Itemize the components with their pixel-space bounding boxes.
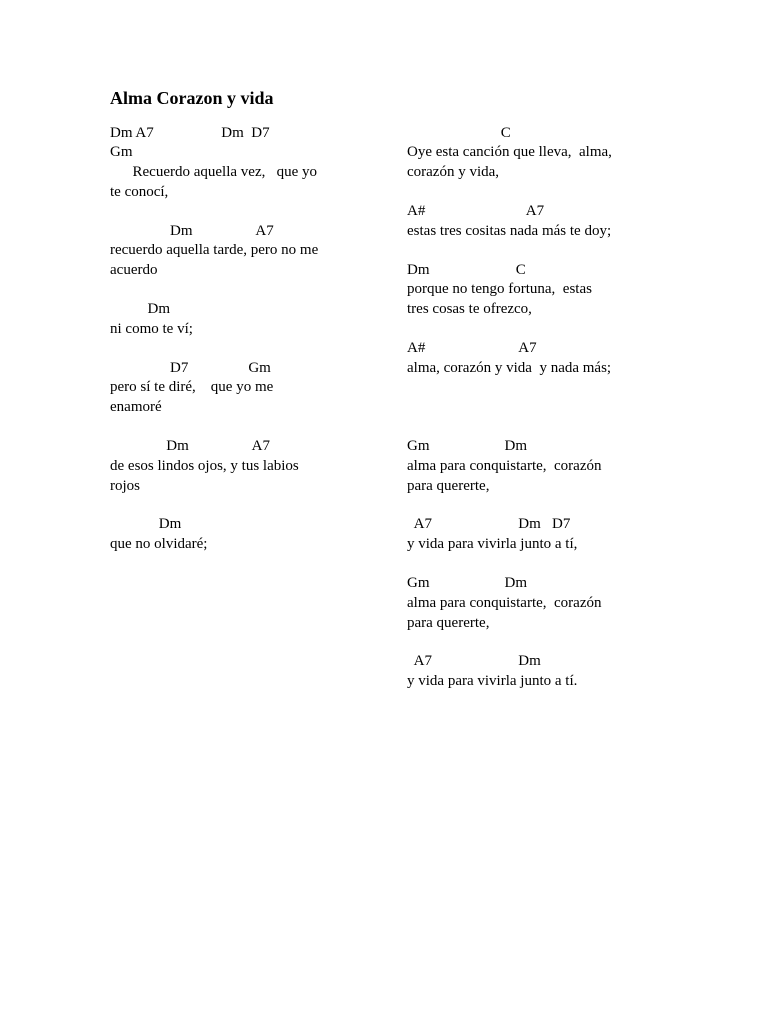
lyric-line: y vida para vivirla junto a tí. (407, 673, 578, 689)
lyric-line: corazón y vida, (407, 164, 500, 180)
lyric-line: que no olvidaré; (110, 536, 208, 552)
lyric-line: para quererte, (407, 478, 490, 494)
chord-line: A# A7 (407, 340, 537, 356)
chord-line: Gm Dm (407, 575, 527, 591)
lyric-line: de esos lindos ojos, y tus labios (110, 458, 299, 474)
lyric-line: pero sí te diré, que yo me (110, 379, 274, 395)
chord-line: D7 Gm (110, 360, 271, 376)
chord-line: Gm (110, 144, 133, 160)
lyric-line: para quererte, (407, 615, 490, 631)
lyric-line: alma para conquistarte, corazón (407, 458, 602, 474)
chord-line: A7 Dm D7 (407, 516, 571, 532)
chord-line: Gm Dm (407, 438, 527, 454)
song-title: Alma Corazon y vida (110, 88, 274, 108)
lyric-line: rojos (110, 478, 140, 494)
chord-line: C (407, 125, 511, 141)
chord-line: Dm (110, 516, 182, 532)
lyric-line: recuerdo aquella tarde, pero no me (110, 242, 319, 258)
lyric-line: tres cosas te ofrezco, (407, 301, 532, 317)
chord-line: Dm (110, 301, 170, 317)
chord-line: A# A7 (407, 203, 545, 219)
lyric-line: te conocí, (110, 184, 169, 200)
lyric-line: alma, corazón y vida y nada más; (407, 360, 612, 376)
lyric-line: alma para conquistarte, corazón (407, 595, 602, 611)
chord-line: A7 Dm (407, 653, 541, 669)
chord-line: Dm A7 (110, 438, 271, 454)
lyric-line: y vida para vivirla junto a tí, (407, 536, 578, 552)
lyric-line: porque no tengo fortuna, estas (407, 281, 592, 297)
lyric-line: Oye esta canción que lleva, alma, (407, 144, 612, 160)
lyric-line: Recuerdo aquella vez, que yo (110, 164, 318, 180)
lyric-line: enamoré (110, 399, 162, 415)
chord-line: Dm C (407, 262, 526, 278)
chord-line: Dm A7 Dm D7 (110, 125, 270, 141)
lyric-line: estas tres cositas nada más te doy; (407, 223, 612, 239)
lyric-line: acuerdo (110, 262, 158, 278)
lyric-line: ni como te ví; (110, 321, 193, 337)
chord-line: Dm A7 (110, 223, 274, 239)
